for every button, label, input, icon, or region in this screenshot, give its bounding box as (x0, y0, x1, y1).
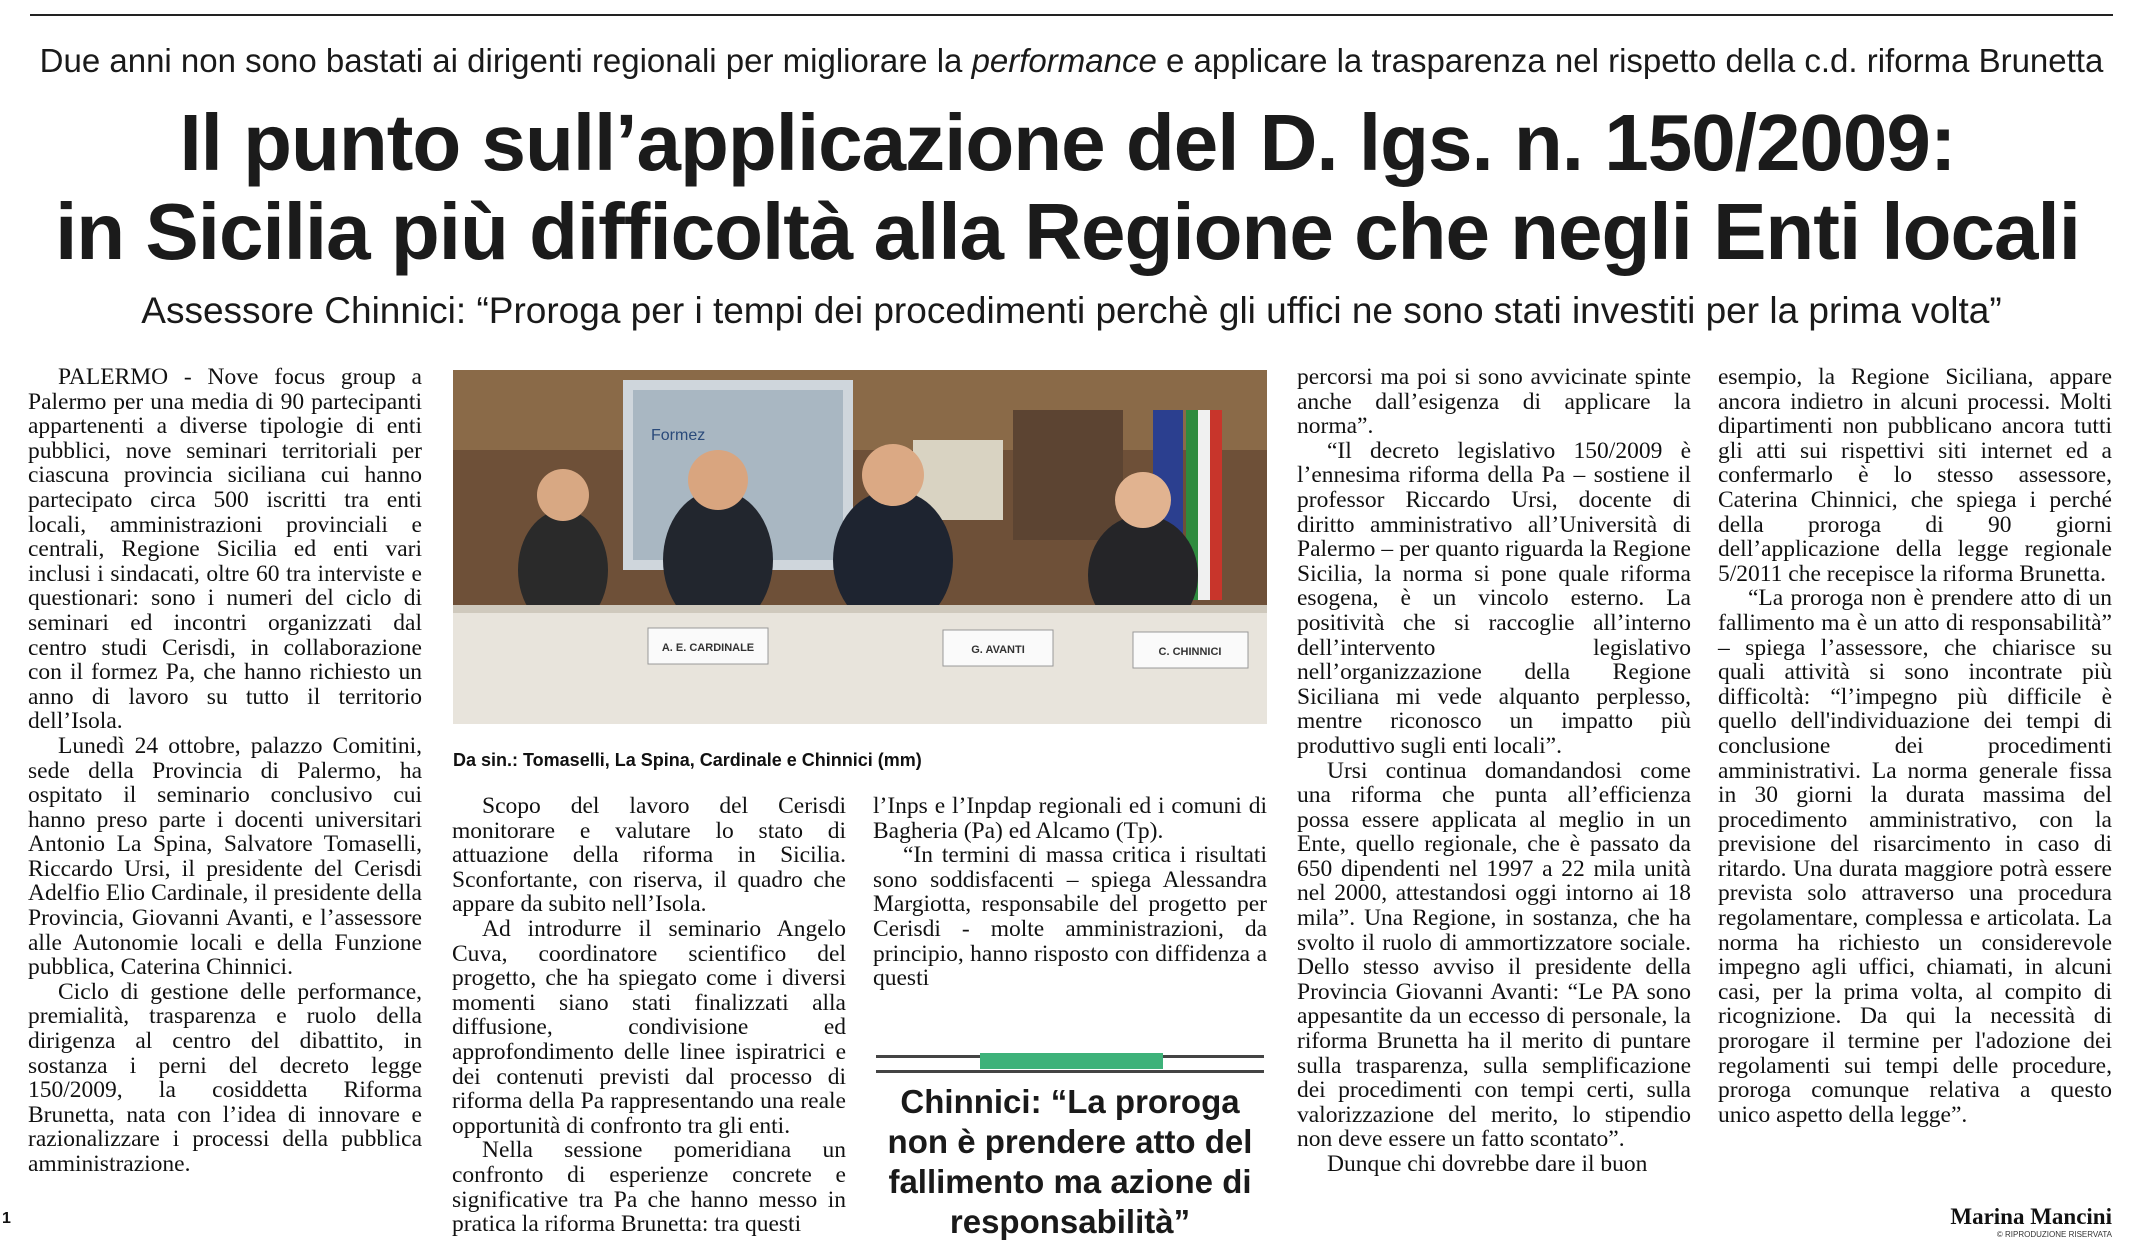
article-column-5 (1718, 365, 2112, 1127)
headline-line-1: Il punto sull’applicazione del D. lgs. n. 150/2009: (179, 98, 1956, 187)
top-rule (30, 14, 2113, 16)
subheadline: Assessore Chinnici: “Proroga per i tempi dei procedimenti perchè gli uffici ne sono stati investiti per la prima volta” (141, 290, 2002, 331)
paragraph: Ciclo di gestione delle performance, premialità, trasparenza e ruolo della dirigenza al centro del dibattito, in sostanza i perni del decreto legge 150/2009, la cosiddetta Riforma Brunetta, nata con l’idea di innovare e razionalizzare i processi della pubblica amministrazione. (28, 978, 422, 1177)
kicker-before: Due anni non sono bastati ai dirigenti regionali per migliorare la (39, 42, 972, 79)
page-number: 1 (2, 1210, 11, 1227)
conference-photo (453, 370, 1267, 724)
headline-line-2: in Sicilia più difficoltà alla Regione che negli Enti locali (55, 187, 2080, 276)
paragraph: Ursi continua domandandosi come una riforma che punta all’efficienza possa essere applicata al meglio in un Ente, quello regionale, che è passato da 650 dipendenti nel 1997 a 22 mila unità nel 2000, attestandosi oggi intorno ai 18 mila”. Una Regione, in sostanza, che ha svolto il ruolo di ammortizzatore sociale. Dello stesso avviso il presidente della Provincia Giovanni Avanti: “Le PA sono appesantite da un eccesso di personale, la riforma Brunetta ha il merito di puntare sulla trasparenza, sulla semplificazione dei procedimenti con tempi certi, sulla valorizzazione del merito, lo stipendio non deve essere un fatto scontato”. (1297, 757, 1691, 1153)
paragraph: percorsi ma poi si sono avvicinate spinte anche dall’esigenza di applicare la norma”. (1297, 364, 1691, 440)
kicker-italic: performance (971, 42, 1157, 79)
paragraph: “Il decreto legislativo 150/2009 è l’ennesima riforma della Pa – sostiene il professor Riccardo Ursi, docente di diritto amministrativo all’Università di Palermo – per quanto riguarda la Regione Sicilia, la norma si pone quale riforma esogena, è un vincolo esterno. La positività che si raccoglie all’interno dell’intervento legislativo nell’organizzazione della Regione Siciliana mi vede alquanto perplesso, mentre riconosco un impatto più produttivo sugli enti locali”. (1297, 437, 1691, 759)
paragraph: “In termini di massa critica i risultati sono soddisfacenti – spiega Alessandra Margiotta, responsabile del progetto per Cerisdi - molte amministrazioni, da principio, hanno risposto con diffidenza a questi (873, 842, 1267, 992)
nameplate-cardinale: A. E. CARDINALE (661, 642, 755, 654)
nameplate-chinnici: C. CHINNICI (1158, 646, 1222, 658)
article-column-1 (28, 365, 422, 1177)
article-column-2 (452, 794, 846, 1237)
banner-text: Formez (651, 427, 706, 444)
paragraph: Scopo del lavoro del Cerisdi monitorare e valutare lo stato di attuazione della riforma in Sicilia. Sconfortante, con riserva, il quadro che appare da subito nell’Isola. (452, 793, 846, 918)
paragraph: PALERMO - Nove focus group a Palermo per una media di 90 partecipanti appartenenti a diverse tipologie di enti pubblici, nove seminari territoriali per ciascuna provincia siciliana cui hanno partecipato circa 500 iscritti tra enti locali, amministrazioni provinciali e centrali, Regione Sicilia ed enti vari inclusi i sindacati, oltre 60 tra interviste e questionari: sono i numeri del ciclo di seminari ed incontri organizzati dal centro studi Cerisdi, in collaborazione con il formez Pa, che hanno richiesto un anno di lavoro su tutto il territorio dell’Isola. (28, 364, 422, 735)
pullquote-accent-bar (980, 1053, 1163, 1069)
nameplate-avanti: G. AVANTI (971, 644, 1025, 656)
photo-caption: Da sin.: Tomaselli, La Spina, Cardinale e Chinnici (mm) (453, 750, 922, 770)
article-column-3 (873, 794, 1267, 991)
paragraph: Nella sessione pomeridiana un confronto di esperienze concrete e significative tra Pa che hanno messo in pratica la riforma Brunetta: tra questi (452, 1137, 846, 1238)
headline (20, 98, 2115, 276)
paragraph: esempio, la Regione Siciliana, appare ancora indietro in alcuni processi. Molti dipartimenti non pubblicano ancora tutti gli atti sui rispettivi siti internet ed a confermarlo è lo stesso assessore, Caterina Chinnici, che spiega i perché della proroga di 90 giorni dell’applicazione della legge regionale 5/2011 che recepisce la riforma Brunetta. (1718, 364, 2112, 587)
paragraph: Lunedì 24 ottobre, palazzo Comitini, sede della Provincia di Palermo, ha ospitato il seminario conclusivo cui hanno preso parte i docenti universitari Antonio La Spina, Salvatore Tomaselli, Riccardo Ursi, il presidente del Cerisdi Adelfio Elio Cardinale, il presidente della Provincia, Giovanni Avanti, e l’assessore alle Autonomie locali e della Funzione pubblica, Caterina Chinnici. (28, 732, 422, 981)
photo-illustration (453, 370, 1267, 724)
article-column-4 (1297, 365, 1691, 1177)
kicker-after: e applicare la trasparenza nel rispetto della c.d. riforma Brunetta (1156, 42, 2104, 79)
author-byline: Marina Mancini (1950, 1204, 2112, 1229)
paragraph: Dunque chi dovrebbe dare il buon (1327, 1151, 1648, 1177)
paragraph: “La proroga non è prendere atto di un fallimento ma è un atto di responsabilità” – spiega l’assessore, che chiarisce su quali attività si sono incontrate più difficoltà: “l’impegno più difficile è quello dell'individuazione dei tempi di conclusione dei procedimenti amministrativi. La norma generale fissa in 30 giorni la durata massima del procedimento amministrativo, con la previsione del risarcimento in caso di ritardo. Una durata maggiore potrà essere prevista solo attraverso una procedura regolamentare, complessa e articolata. La norma ha richiesto un considerevole impegno agli uffici, chiamati, in alcuni casi, per la prima volta, al compito di ricognizione. Da qui la necessità di prorogare il termine per l'adozione dei regolamenti sui tempi delle procedure, proroga comunque relativa a questo unico aspetto della legge”. (1718, 585, 2112, 1128)
pullquote: Chinnici: “La proroga non è prendere atto del fallimento ma azione di responsabilità” (887, 1083, 1253, 1240)
paragraph: l’Inps e l’Inpdap regionali ed i comuni di Bagheria (Pa) ed Alcamo (Tp). (873, 793, 1267, 844)
copyright-notice: © RIPRODUZIONE RISERVATA (1996, 1230, 2112, 1239)
kicker (30, 42, 2113, 80)
paragraph: Ad introdurre il seminario Angelo Cuva, coordinatore scientifico del progetto, che ha spiegato come i diversi momenti siano stati finalizzati alla diffusione, condivisione ed approfondimento delle linee ispiratrici e dei contenuti previsti dal processo di riforma della Pa rappresentando una reale opportunità di confronto tra gli enti. (452, 915, 846, 1139)
